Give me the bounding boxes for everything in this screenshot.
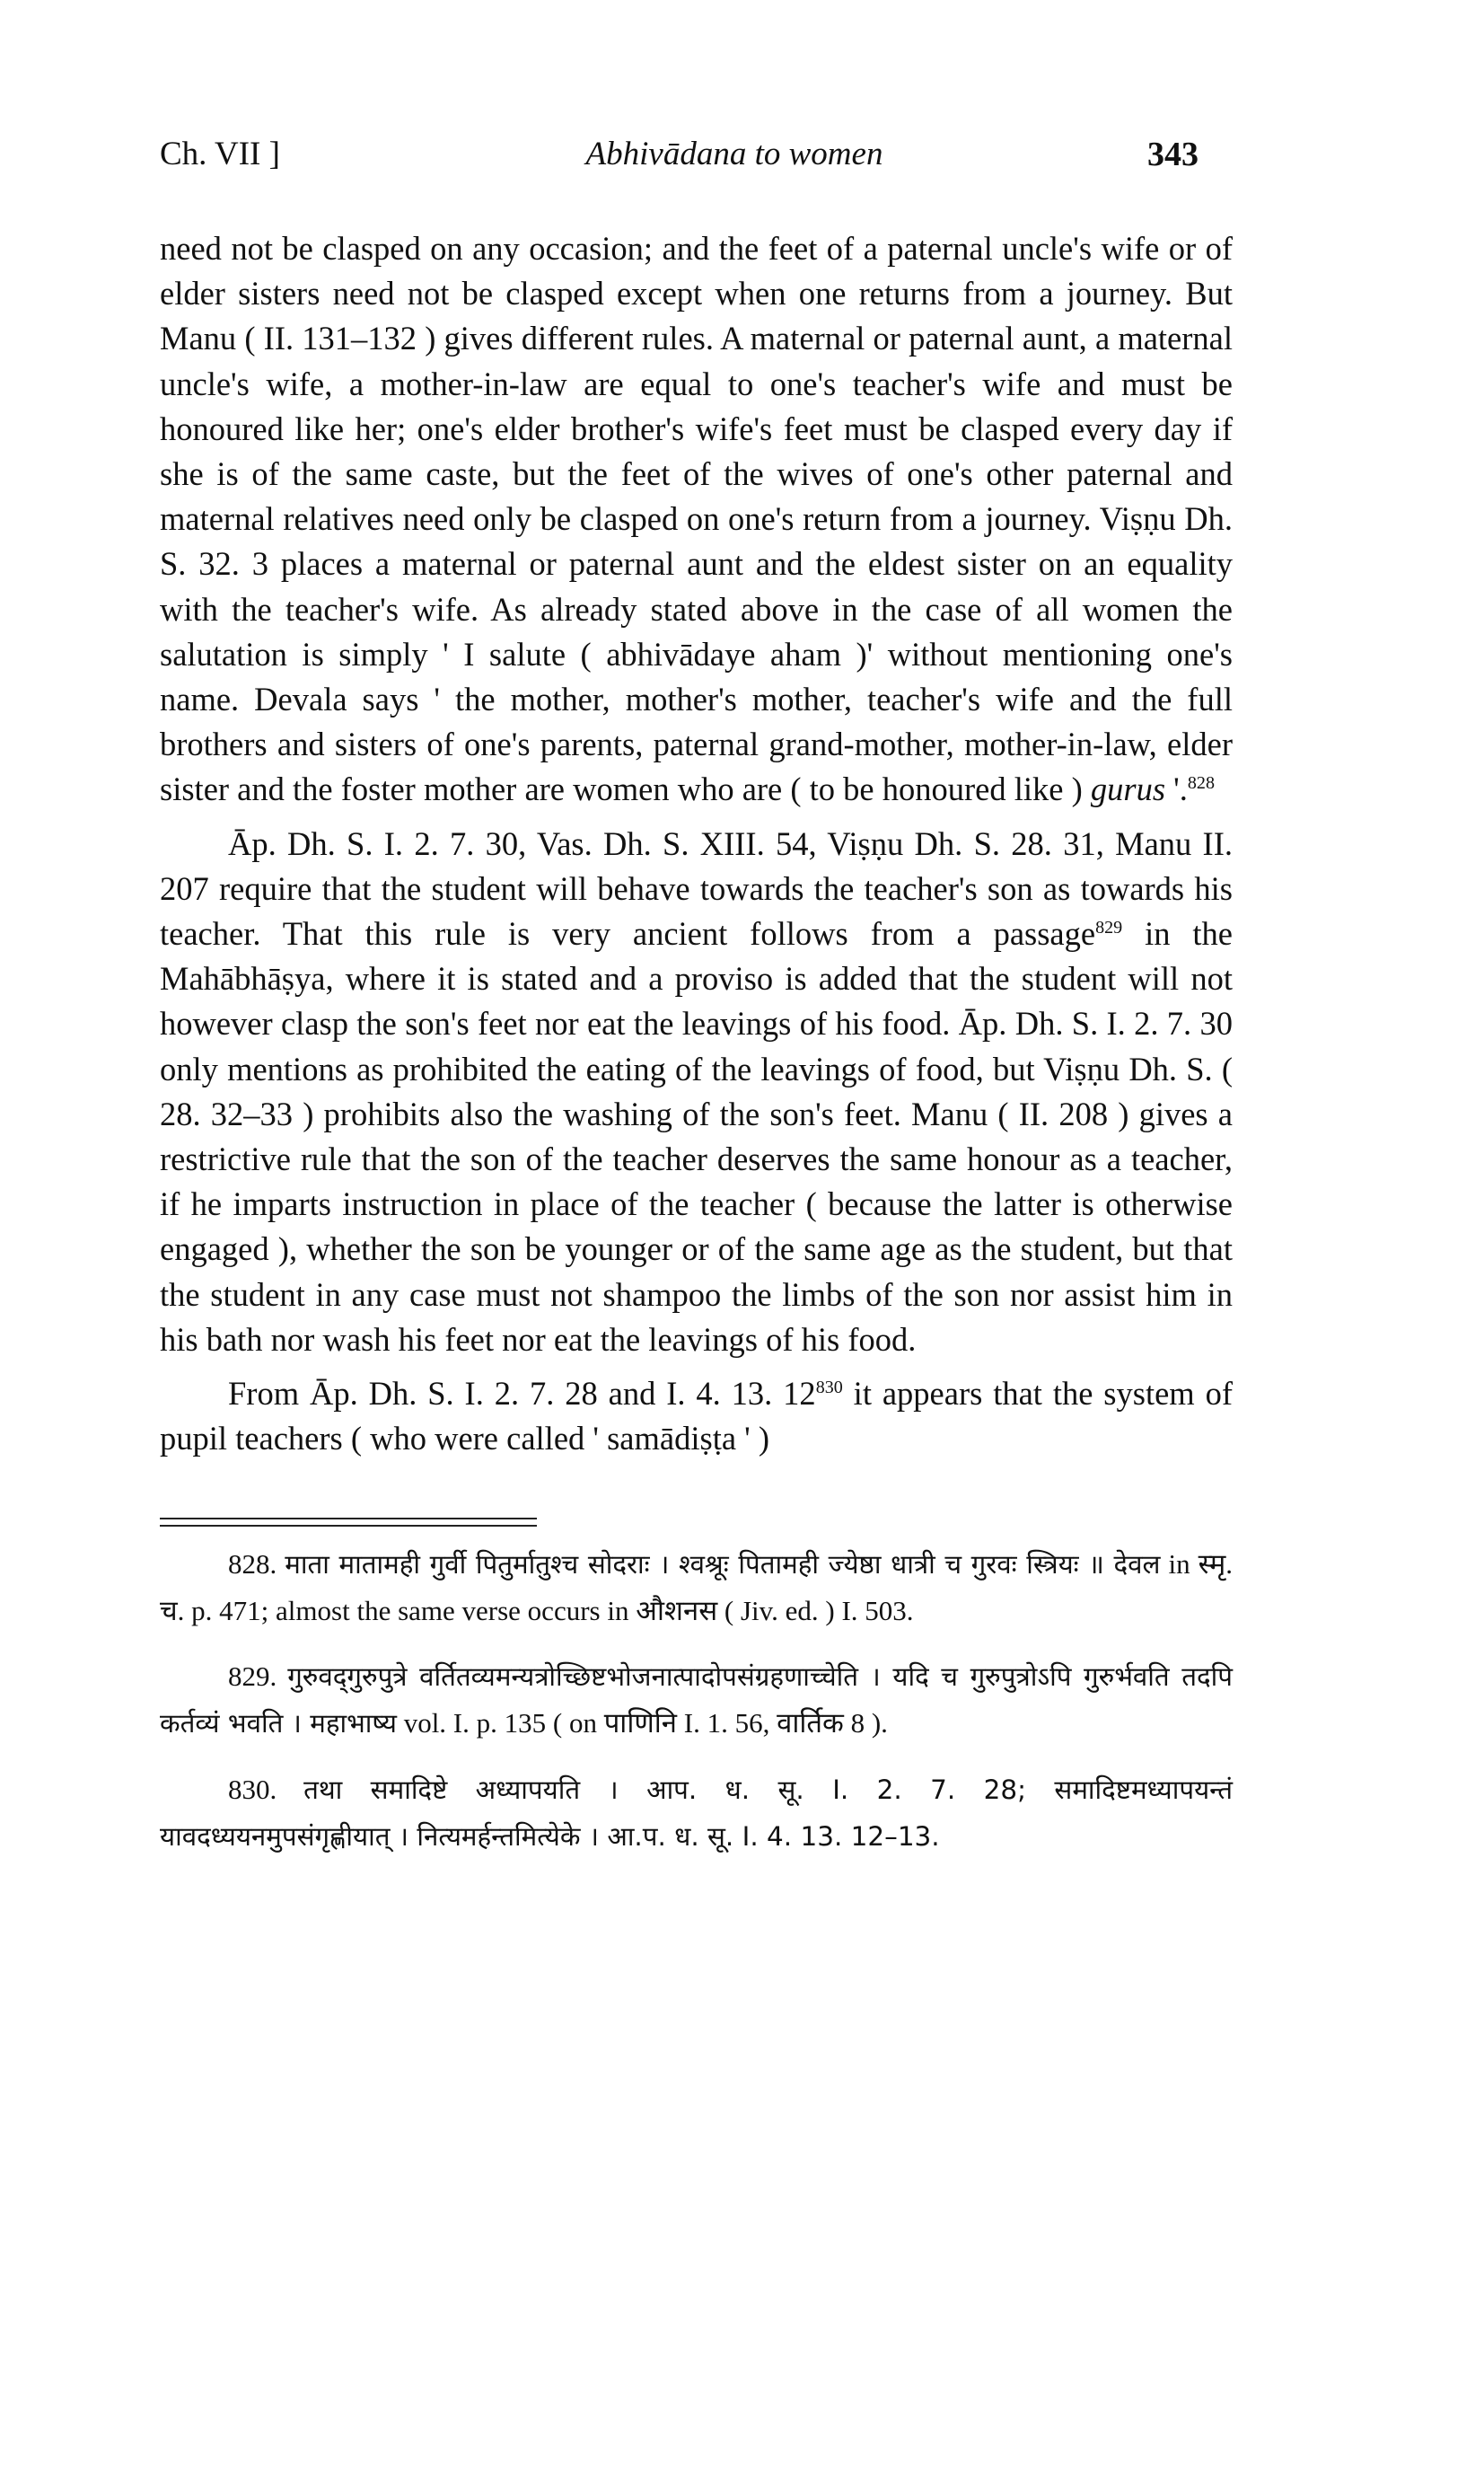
footnotes <box>160 1541 1233 1880</box>
footnote-830-sanskrit: तथा समादिष्टे अध्यापयति । आप. ध. सू. I. 2. 7. 28; समादिष्टमध्यापयन्तं यावदध्ययनमुपसंगृह्णीयात् । नित्यमर्हन्तमित्येके । आ.प. ध. सू. I. 4. 13. 12–13. <box>160 1774 1234 1852</box>
main-text <box>160 226 1233 1461</box>
footnote-divider-second <box>160 1525 537 1527</box>
footnote-828-number: 828. <box>228 1548 277 1580</box>
footnote-829 <box>160 1653 1233 1747</box>
chapter-label: Ch. VII ] <box>160 136 280 172</box>
paragraph-2 <box>160 822 1233 1362</box>
footnote-830-number: 830. <box>228 1774 277 1805</box>
footnote-829-number: 829. <box>228 1660 277 1692</box>
footnote-828 <box>160 1541 1233 1633</box>
footnote-ref-828: 828 <box>1187 773 1215 794</box>
paragraph-2-text: Āp. Dh. S. I. 2. 7. 30, Vas. Dh. S. XIII. 54, Viṣṇu Dh. S. 28. 31, Manu II. 207 require that the student will behave towards the teacher's son as towards his teacher. That this rule is very ancient follows from a passage <box>160 824 1233 953</box>
footnote-ref-830: 830 <box>815 1377 843 1397</box>
gurus-italic: gurus <box>1090 770 1166 808</box>
running-title: Abhivādana to women <box>585 136 883 172</box>
footnote-ref-829: 829 <box>1095 917 1123 938</box>
page-number: 343 <box>1147 136 1199 173</box>
paragraph-2-rest: in the Mahābhāṣya, where it is stated and a proviso is added that the student will not however clasp the son's feet nor eat the leavings of his food. Āp. Dh. S. I. 2. 7. 30 only mentions as prohibited the eating of the leavings of food, but Viṣṇu Dh. S. ( 28. 32–33 ) prohibits also the washing of the son's feet. Manu ( II. 208 ) gives a restrictive rule that the son of the teacher deserves the same honour as a teacher, if he imparts instruction in place of the teacher ( because the latter is otherwise engaged ), whether the son be younger or of the same age as the student, but that the student in any case must not shampoo the limbs of the son nor assist him in his bath nor wash his feet nor eat the leavings of his food. <box>160 915 1234 1358</box>
footnote-828-text: in स्मृ. च. p. 471; almost the same verse occurs in औशनस ( Jiv. ed. ) I. 503. <box>160 1548 1233 1626</box>
paragraph-3-rest: it appears that the system of pupil teachers ( who were called ' samādiṣṭa ' ) <box>160 1375 1233 1457</box>
paragraph-1-text: need not be clasped on any occasion; and the feet of a paternal uncle's wife or of elder sisters need not be clasped except when one returns from a journey. But Manu ( II. 131–132 ) gives different rules. A maternal or paternal aunt, a maternal uncle's wife, a mother-in-law are equal to one's teacher's wife and must be honoured like her; one's elder brother's wife's feet must be clasped every day if she is of the same caste, but the feet of the wives of one's other paternal and maternal relatives need only be clasped on one's return from a journey. Viṣṇu Dh. S. 32. 3 places a maternal or paternal aunt and the eldest sister on an equality with the teacher's wife. As already stated above in the case of all women the salutation is simply ' I salute ( abhivādaye aham )' without mentioning one's name. Devala says ' the mother, mother's mother, teacher's wife and the full brothers and sisters of one's parents, paternal grand-mother, mother-in-law, elder sister and the foster mother are women who are ( to be honoured like ) <box>160 230 1233 808</box>
footnote-829-sanskrit: गुरुवद्‌गुरुपुत्रे वर्तितव्यमन्यत्रोच्छिष्टभोजनात्पादोपसंग्रहणाच्चेति । यदि च गुरुपुत्रोऽपि गुरुर्भवति तदपि कर्तव्यं भवति । महाभाष्य <box>160 1661 1233 1739</box>
paragraph-3-text: From Āp. Dh. S. I. 2. 7. 28 and I. 4. 13. 12 <box>228 1375 816 1413</box>
paragraph-1 <box>160 226 1233 813</box>
footnote-829-text: vol. I. p. 135 ( on पाणिनि I. 1. 56, वार्तिक 8 ). <box>396 1707 888 1739</box>
footnote-828-sanskrit: माता मातामही गुर्वी पितुर्मातुश्च सोदराः । श्वश्रूः पितामही ज्येष्ठा धात्री च गुरवः स्त्रियः ॥ देवल <box>285 1549 1161 1580</box>
paragraph-1-end: '. <box>1165 770 1188 808</box>
footnote-830 <box>160 1766 1233 1860</box>
paragraph-3 <box>160 1371 1233 1461</box>
running-header <box>160 135 1237 189</box>
footnote-divider <box>160 1518 537 1519</box>
